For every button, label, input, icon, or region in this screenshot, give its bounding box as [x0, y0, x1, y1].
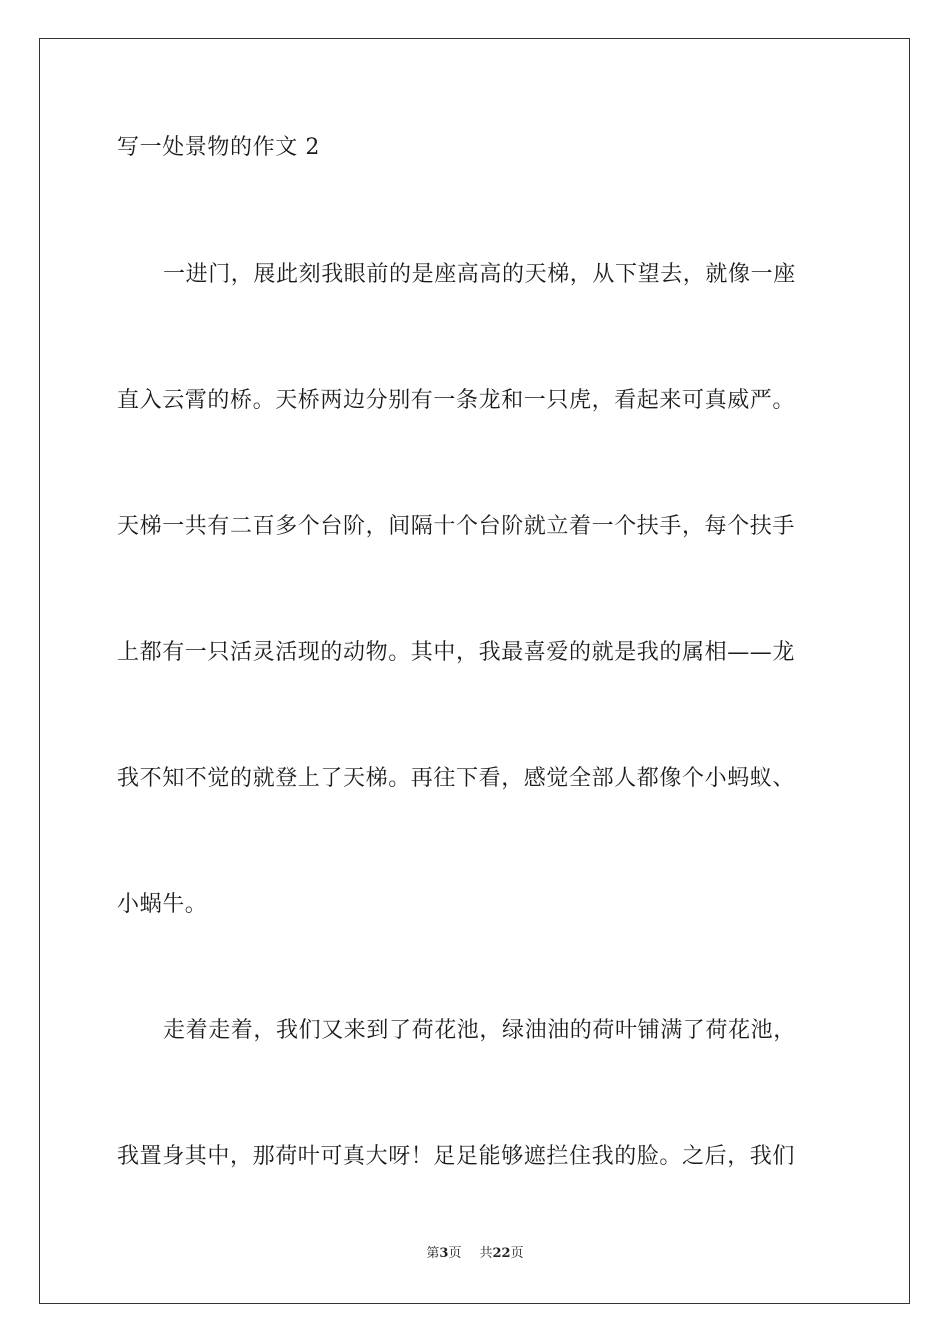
page-suffix: 页: [448, 1246, 462, 1261]
paragraph-line: 上都有一只活灵活现的动物。其中，我最喜爱的就是我的属相——龙: [117, 640, 796, 665]
total-prefix: 共: [479, 1246, 493, 1261]
paragraph-line: 直入云霄的桥。天桥两边分别有一条龙和一只虎，看起来可真威严。: [117, 388, 796, 413]
paragraph-line: 天梯一共有二百多个台阶，间隔十个台阶就立着一个扶手，每个扶手: [117, 514, 796, 539]
document-title: 写一处景物的作文 2: [117, 135, 320, 160]
paragraph-line: 小蜗牛。: [117, 892, 208, 917]
paragraph-line: 走着走着，我们又来到了荷花池，绿油油的荷叶铺满了荷花池，: [163, 1018, 796, 1043]
page-prefix: 第: [426, 1246, 440, 1261]
total-suffix: 页: [510, 1246, 524, 1261]
page-border: [39, 38, 910, 1304]
page-number: 3: [439, 1246, 449, 1261]
paragraph-line: 一进门，展此刻我眼前的是座高高的天梯，从下望去，就像一座: [163, 262, 796, 287]
paragraph-line: 我置身其中，那荷叶可真大呀！足足能够遮拦住我的脸。之后，我们: [117, 1144, 796, 1169]
page-footer: [0, 1245, 950, 1263]
total-pages: 22: [492, 1246, 511, 1261]
paragraph-line: 我不知不觉的就登上了天梯。再往下看，感觉全部人都像个小蚂蚁、: [117, 766, 796, 791]
